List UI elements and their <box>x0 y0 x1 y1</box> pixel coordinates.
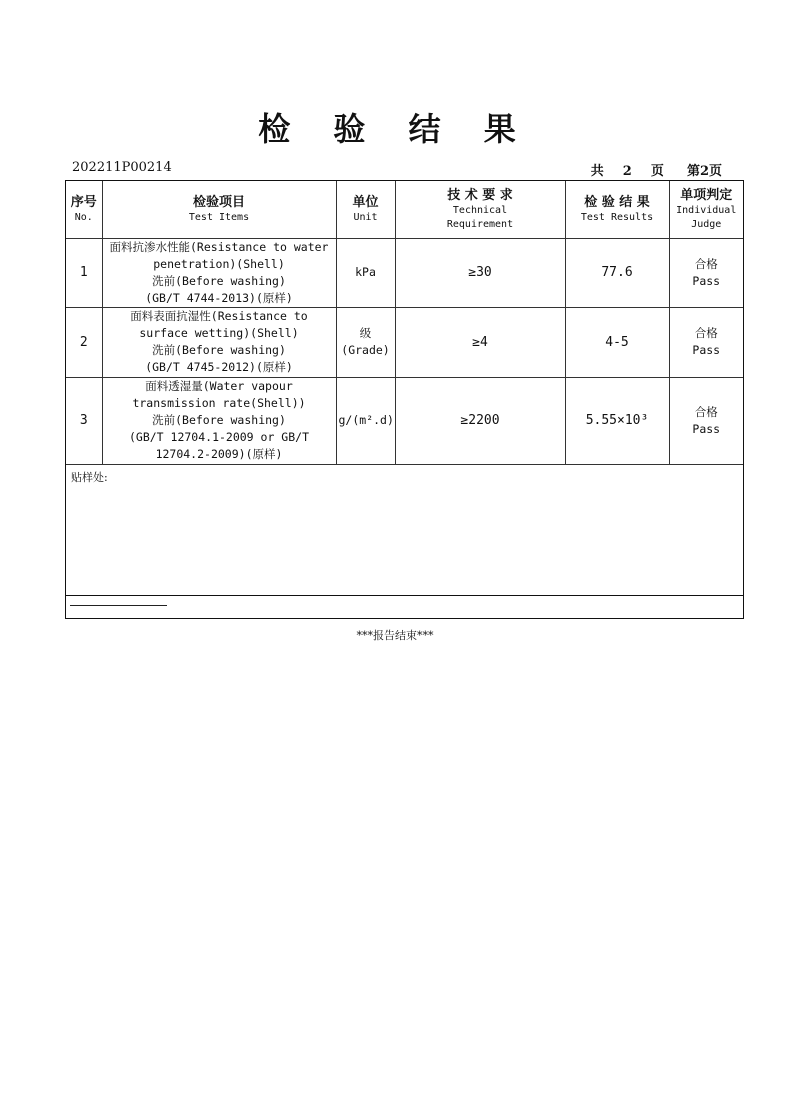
row-unit: kPa <box>336 238 395 307</box>
page-current: 第2页 <box>686 164 722 179</box>
row-requirement: ≥4 <box>395 307 565 377</box>
page-total-prefix: 共 <box>590 164 604 179</box>
row-unit: g/(m².d) <box>336 377 395 464</box>
bottom-divider <box>66 595 743 596</box>
header-unit: 单位 Unit <box>336 181 395 238</box>
page-indicator <box>591 160 722 179</box>
table-row <box>66 307 743 377</box>
results-frame <box>65 180 744 619</box>
row-result: 77.6 <box>565 238 669 307</box>
header-requirement: 技 术 要 求 Technical Requirement <box>395 181 565 238</box>
header-judge: 单项判定 Individual Judge <box>669 181 743 238</box>
table-row <box>66 238 743 307</box>
header-test-results: 检 验 结 果 Test Results <box>565 181 669 238</box>
page-total: 2 <box>622 164 632 179</box>
row-no: 1 <box>66 238 102 307</box>
row-judge: 合格 Pass <box>669 377 743 464</box>
row-result: 5.55×10³ <box>565 377 669 464</box>
table-row <box>66 377 743 464</box>
page-total-suffix: 页 <box>650 164 664 179</box>
sample-area-label: 贴样处: <box>71 471 108 484</box>
row-unit: 级 (Grade) <box>336 307 395 377</box>
header-test-items: 检验项目 Test Items <box>102 181 336 238</box>
header-no: 序号 No. <box>66 181 102 238</box>
results-table <box>66 181 743 465</box>
row-judge: 合格 Pass <box>669 238 743 307</box>
row-requirement: ≥2200 <box>395 377 565 464</box>
row-test-item: 面料透湿量(Water vapour transmission rate(Shell)) 洗前(Before washing) (GB/T 12704.1-2009 or GB/T 12704.2-2009)(原样) <box>102 377 336 464</box>
row-requirement: ≥30 <box>395 238 565 307</box>
row-result: 4-5 <box>565 307 669 377</box>
row-test-item: 面料表面抗湿性(Resistance to surface wetting)(Shell) 洗前(Before washing) (GB/T 4745-2012)(原样) <box>102 307 336 377</box>
report-number: 202211P00214 <box>72 160 172 175</box>
row-judge: 合格 Pass <box>669 307 743 377</box>
signature-line <box>70 605 167 606</box>
page-title: 检 验 结 果 <box>258 110 532 148</box>
row-no: 2 <box>66 307 102 377</box>
row-test-item: 面料抗渗水性能(Resistance to water penetration)(Shell) 洗前(Before washing) (GB/T 4744-2013)(原样) <box>102 238 336 307</box>
table-header-row <box>66 181 743 238</box>
report-end-note: ***报告结束*** <box>356 629 434 642</box>
row-no: 3 <box>66 377 102 464</box>
